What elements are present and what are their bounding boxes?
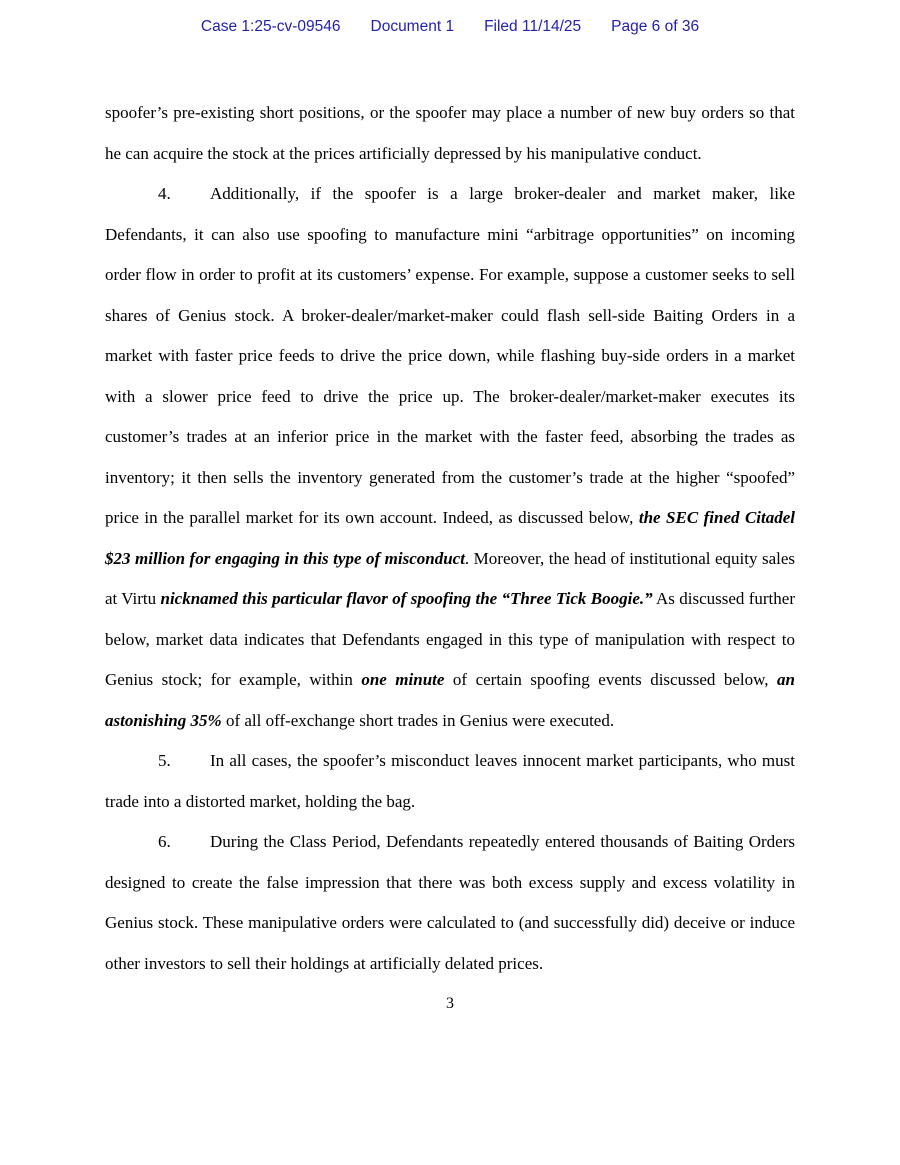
text-run: As discussed further below, market data indicates that Defendants engaged in this type of manipulation with respect to Genius stock; for example, within (105, 589, 795, 689)
text-run: spoofer’s pre-existing short positions, or the spoofer may place a number of new buy orders so that he can acquire the stock at the prices artificially depressed by his manipulative conduct. (105, 103, 795, 163)
emphasis-run: an astonishing 35% (105, 670, 796, 730)
case-number: Case 1:25-cv-09546 (200, 18, 341, 35)
body-paragraph (105, 741, 795, 822)
page-of-count: Page 6 of 36 (611, 18, 700, 35)
page-number-text: 3 (446, 995, 454, 1012)
body-paragraph (105, 822, 795, 984)
document-number: Document 1 (370, 18, 455, 35)
paragraph-number: 4. (158, 184, 171, 203)
text-run: Additionally, if the spoofer is a large broker-dealer and market maker, like Defendants, it can also use spoofing to manufacture mini “arbitrage opportunities” on incoming order flow in order to profit at its customers’ expense. For example, suppose a customer seeks to sell shares of Genius stock. A broker-dealer/market-maker could flash sell-side Baiting Orders in a market with faster price feeds to drive the price down, while flashing buy-side orders in a market with a slower price feed to drive the price up. The broker-dealer/market-maker executes its customer’s trades at an inferior price in the market with the faster feed, absorbing the trades as inventory; it then sells the inventory generated from the customer’s trade at the higher “spoofed” price in the parallel market for its own account. Indeed, as discussed below, (105, 184, 795, 527)
text-run: . Moreover, the head of institutional equity sales at Virtu (105, 548, 795, 608)
body-paragraph (105, 93, 795, 174)
emphasis-run: one minute (361, 670, 445, 689)
text-run: During the Class Period, Defendants repeatedly entered thousands of Baiting Orders designed to create the false impression that there was both excess supply and excess volatility in Genius stock. These manipulative orders were calculated to (and successfully did) deceive or induce other investors to sell their holdings at artificially delated prices. (105, 832, 795, 973)
emphasis-run: the SEC fined Citadel $23 million for engaging in this type of misconduct (105, 508, 796, 568)
text-run: In all cases, the spoofer’s misconduct leaves innocent market participants, who must trade into a distorted market, holding the bag. (105, 751, 795, 811)
emphasis-run: nicknamed this particular flavor of spoofing the “Three Tick Boogie.” (160, 589, 653, 608)
court-stamp-header (0, 0, 900, 37)
text-run: of certain spoofing events discussed below, (444, 670, 778, 689)
body-paragraph (105, 174, 795, 741)
document-body (105, 93, 795, 984)
page-footer (0, 994, 900, 1013)
text-run: of all off-exchange short trades in Genius were executed. (221, 710, 615, 730)
filed-date: Filed 11/14/25 (484, 18, 582, 35)
paragraph-number: 6. (158, 832, 171, 851)
paragraph-number: 5. (158, 751, 171, 770)
